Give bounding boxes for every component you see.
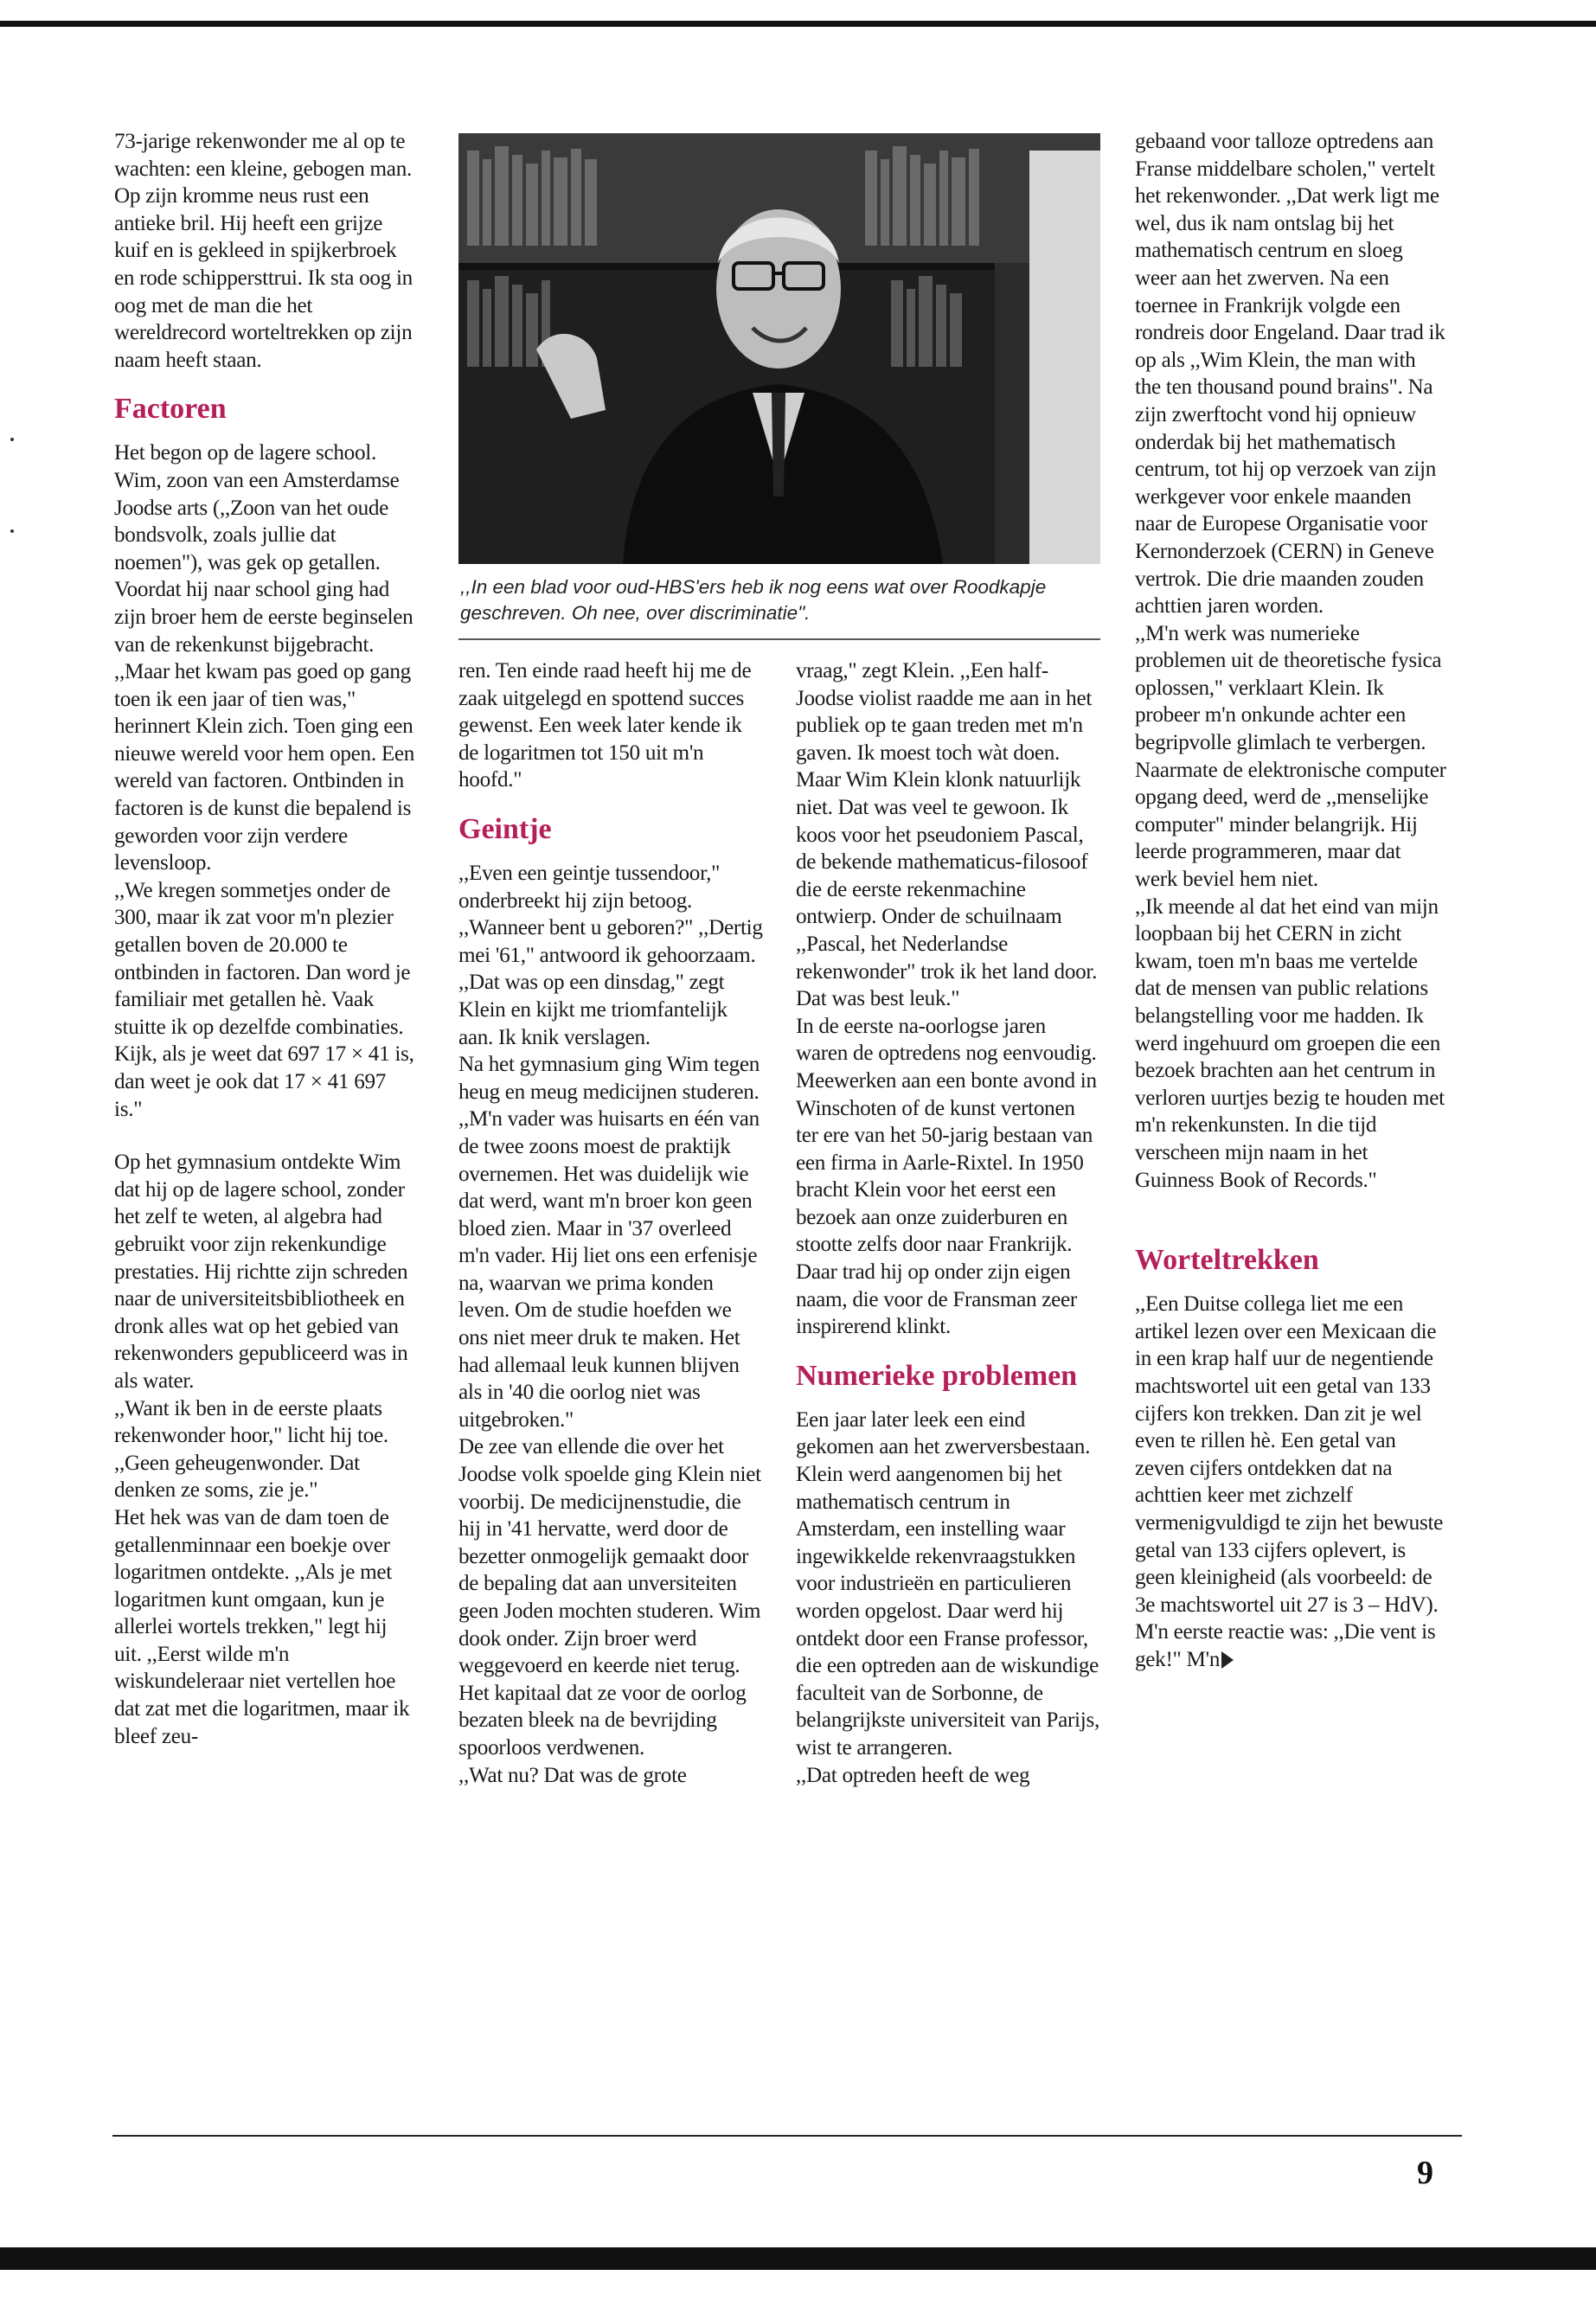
section-heading-geintje: Geintje (458, 812, 552, 845)
paragraph: ,,Ik meende al dat het eind van mijn loopbaan bij het CERN in zicht kwam, toen m'n baas me vertelde dat de mensen van public relations belangstelling voor me hadden. Ik werd ingehuurd om groepen die een bezoek brachten aan het centrum in verloren uurtjes bezig te houden met m'n rekenkunsten. In die tijd verscheen mijn naam in het Guinness Book of Records." (1135, 894, 1445, 1192)
paragraph: ,,Want ik ben in de eerste plaats rekenwonder hoor," licht hij toe. ,,Geen geheugenwonder. Dat denken ze soms, zie je." (114, 1396, 388, 1503)
bottom-rule (0, 2247, 1596, 2270)
paragraph: ,,M'n werk was numerieke problemen uit de theoretische fysica oplossen," verklaart Klein. Ik probeer m'n onkunde achter een begripvolle glimlach te verbergen. Naarmate de elektronische computer opgang deed, werd de ,,menselijke computer" minder belangrijk. Hij leerde programmeren, maar dat werk beviel hem niet. (1135, 621, 1446, 892)
paragraph: 73-jarige rekenwonder me al op te wachten: een kleine, gebogen man. Op zijn kromme neus rust een antieke bril. Hij heeft een grijze kuif en is gekleed in spijkerbroek en rode schippersttrui. Ik sta oog in oog met de man die het wereldrecord worteltrekken op zijn naam heeft staan. (114, 130, 413, 372)
article-column-2 (458, 657, 763, 2132)
article-column-4 (1135, 128, 1446, 2131)
paragraph-text: ,,Een Duitse collega liet me een artikel lezen over een Mexicaan die in een krap half uur de negentiende machtswortel uit een getal van 133 cijfers kon trekken. Dan zit je wel even te rillen hè. Een getal van zeven cijfers ontdekken dat na achttien keer met zichzelf vermenigvuldigd te zijn het bewuste getal van 133 cijfers oplevert, is geen kleinigheid (als voorbeeld: de 3e machtswortel uit 27 is 3 – HdV). M'n eerste reactie was: ,,Die vent is gek!" M'n (1135, 1292, 1444, 1671)
paragraph: Het hek was van de dam toen de getallenminnaar een boekje over logaritmen ontdekte. ,,Als je met logaritmen kunt omgaan, kun je allerlei wortels trekken," legt hij uit. ,,Eerst wilde m'n wiskundeleraar niet vertellen hoe dat zat met die logaritmen, maar ik bleef zeu- (114, 1505, 410, 1748)
margin-mark (10, 438, 14, 441)
paragraph: Een jaar later leek een eind gekomen aan het zwerversbestaan. Klein werd aangenomen bij het mathematisch centrum in Amsterdam, een instelling waar ingewikkelde rekenvraagstukken voor industrieën en particulieren worden opgelost. Daar werd hij ontdekt door een Franse professor, die een optreden aan de wiskundige faculteit van de Sorbonne, de belangrijkste universiteit van Parijs, wist te arrangeren. (796, 1407, 1099, 1759)
section-heading-factoren: Factoren (114, 393, 227, 426)
photo-caption: ,,In een blad voor oud-HBS'ers heb ik nog eens wat over Roodkapje geschreven. Oh nee, over discriminatie". (460, 576, 1047, 624)
section-heading-numerieke-problemen: Numerieke problemen (796, 1359, 1078, 1392)
section-heading-worteltrekken: Worteltrekken (1135, 1244, 1319, 1277)
paragraph (1135, 1291, 1446, 1673)
margin-mark (10, 529, 14, 533)
caption-rule (458, 638, 1100, 640)
paragraph: Na het gymnasium ging Wim tegen heug en meug medicijnen studeren. ,,M'n vader was huisarts en één van de twee zoons moest de praktijk overnemen. Het was duidelijk wie dat werd, want m'n broer kon geen bloed zien. Maar in '37 overleed m'n vader. Hij liet ons een erfenisje na, waarvan we prima konden leven. Om de studie hoefden we ons niet meer druk te maken. Het had allemaal leuk kunnen blijven als in '40 die oorlog niet was uitgebroken." (458, 1053, 760, 1432)
portrait-photo (458, 133, 1100, 564)
paragraph: ,,Dat optreden heeft de weg (796, 1763, 1030, 1787)
bottom-divider (112, 2135, 1462, 2137)
paragraph: vraag," zegt Klein. ,,Een half-Joodse violist raadde me aan in het publiek op te gaan treden met m'n gaven. Ik moest toch wàt doen. Maar Wim Klein klonk natuurlijk niet. Dat was veel te gewoon. Ik koos voor het pseudoniem Pascal, de bekende mathematicus-filosoof die de eerste rekenmachine ontwierp. Onder de schuilnaam ,,Pascal, het Nederlandse rekenwonder" trok ik het land door. Dat was best leuk." (796, 659, 1098, 1011)
article-column-1 (114, 128, 419, 2131)
paragraph: Op het gymnasium ontdekte Wim dat hij op de lagere school, zonder het zelf te weten, al algebra had gebruikt voor zijn rekenkundige prestaties. Hij richtte zijn schreden naar de universiteitsbibliotheek en dronk alles wat op het gebied van rekenwonders gepubliceerd was in als water. (114, 1150, 408, 1393)
paragraph: In de eerste na-oorlogse jaren waren de optredens nog eenvoudig. Meewerken aan een bonte avond in Winschoten of de kunst vertonen ter ere van het 50-jarig bestaan van een firma in Aarle-Rixtel. In 1950 bracht Klein voor het eerst een bezoek aan onze zuiderburen en stootte zelfs door naar Frankrijk. Daar trad hij op onder zijn eigen naam, die voor de Fransman zeer inspirerend klinkt. (796, 1014, 1097, 1339)
page-number: 9 (1417, 2155, 1433, 2191)
photo-illustration (458, 133, 1100, 564)
continued-arrow-icon (1221, 1651, 1234, 1669)
article-column-3 (796, 657, 1100, 2132)
top-rule (0, 21, 1596, 27)
paragraph: gebaand voor talloze optredens aan Franse middelbare scholen," vertelt het rekenwonder. ,,Dat werk ligt me wel, dus ik nam ontslag bij het mathematisch centrum en sloeg weer aan het zwerven. Na een toernee in Frankrijk volgde een rondreis door Engeland. Daar trad ik op als ,,Wim Klein, the man with the ten thousand pound brains". Na zijn zwerftocht vond hij opnieuw onderdak bij het mathematisch centrum, tot hij op verzoek van zijn werkgever voor enkele maanden naar de Europese Organisatie voor Kernonderzoek (CERN) in Geneve vertrok. Die drie maanden zouden achttien jaren worden. (1135, 130, 1445, 619)
paragraph: ,,Wat nu? Dat was de grote (458, 1763, 687, 1787)
paragraph: ,,We kregen sommetjes onder de 300, maar ik zat voor m'n plezier getallen boven de 20.000 te ontbinden in factoren. Dan word je familiair met getallen hè. Vaak stuitte ik op dezelfde combinaties. Kijk, als je weet dat 697 17 × 41 is, dan weet je ook dat 17 × 41 697 is." (114, 878, 414, 1121)
paragraph: De zee van ellende die over het Joodse volk spoelde ging Klein niet voorbij. De medicijnenstudie, die hij in '41 hervatte, werd door de bezetter onmogelijk gemaakt door de bepaling dat aan unversiteiten geen Joden mochten studeren. Wim dook onder. Zijn broer werd weggevoerd en keerde niet terug. Het kapitaal dat ze voor de oorlog bezaten bleek na de bevrijding spoorloos verdwenen. (458, 1435, 761, 1759)
paragraph: ,,Even een geintje tussendoor," onderbreekt hij zijn betoog. ,,Wanneer bent u geboren?" ,,Dertig mei '61," antwoord ik gehoorzaam. ,,Dat was op een dinsdag," zegt Klein en kijkt me triomfantelijk aan. Ik knik verslagen. (458, 861, 763, 1049)
paragraph: ren. Ten einde raad heeft hij me de zaak uitgelegd en spottend succes gewenst. Een week later kende ik de logaritmen tot 150 uit m'n hoofd." (458, 659, 752, 792)
paragraph: Het begon op de lagere school. Wim, zoon van een Amsterdamse Joodse arts (,,Zoon van het oude bondsvolk, zoals jullie dat noemen"), was gek op getallen. Voordat hij naar school ging had zijn broer hem de eerste beginselen van de rekenkunst bijgebracht. ,,Maar het kwam pas goed op gang toen ik een jaar of tien was," herinnert Klein zich. Toen ging een nieuwe wereld voor hem open. Een wereld van factoren. Ontbinden in factoren is de kunst die bepalend is geworden voor zijn verdere levensloop. (114, 441, 415, 875)
